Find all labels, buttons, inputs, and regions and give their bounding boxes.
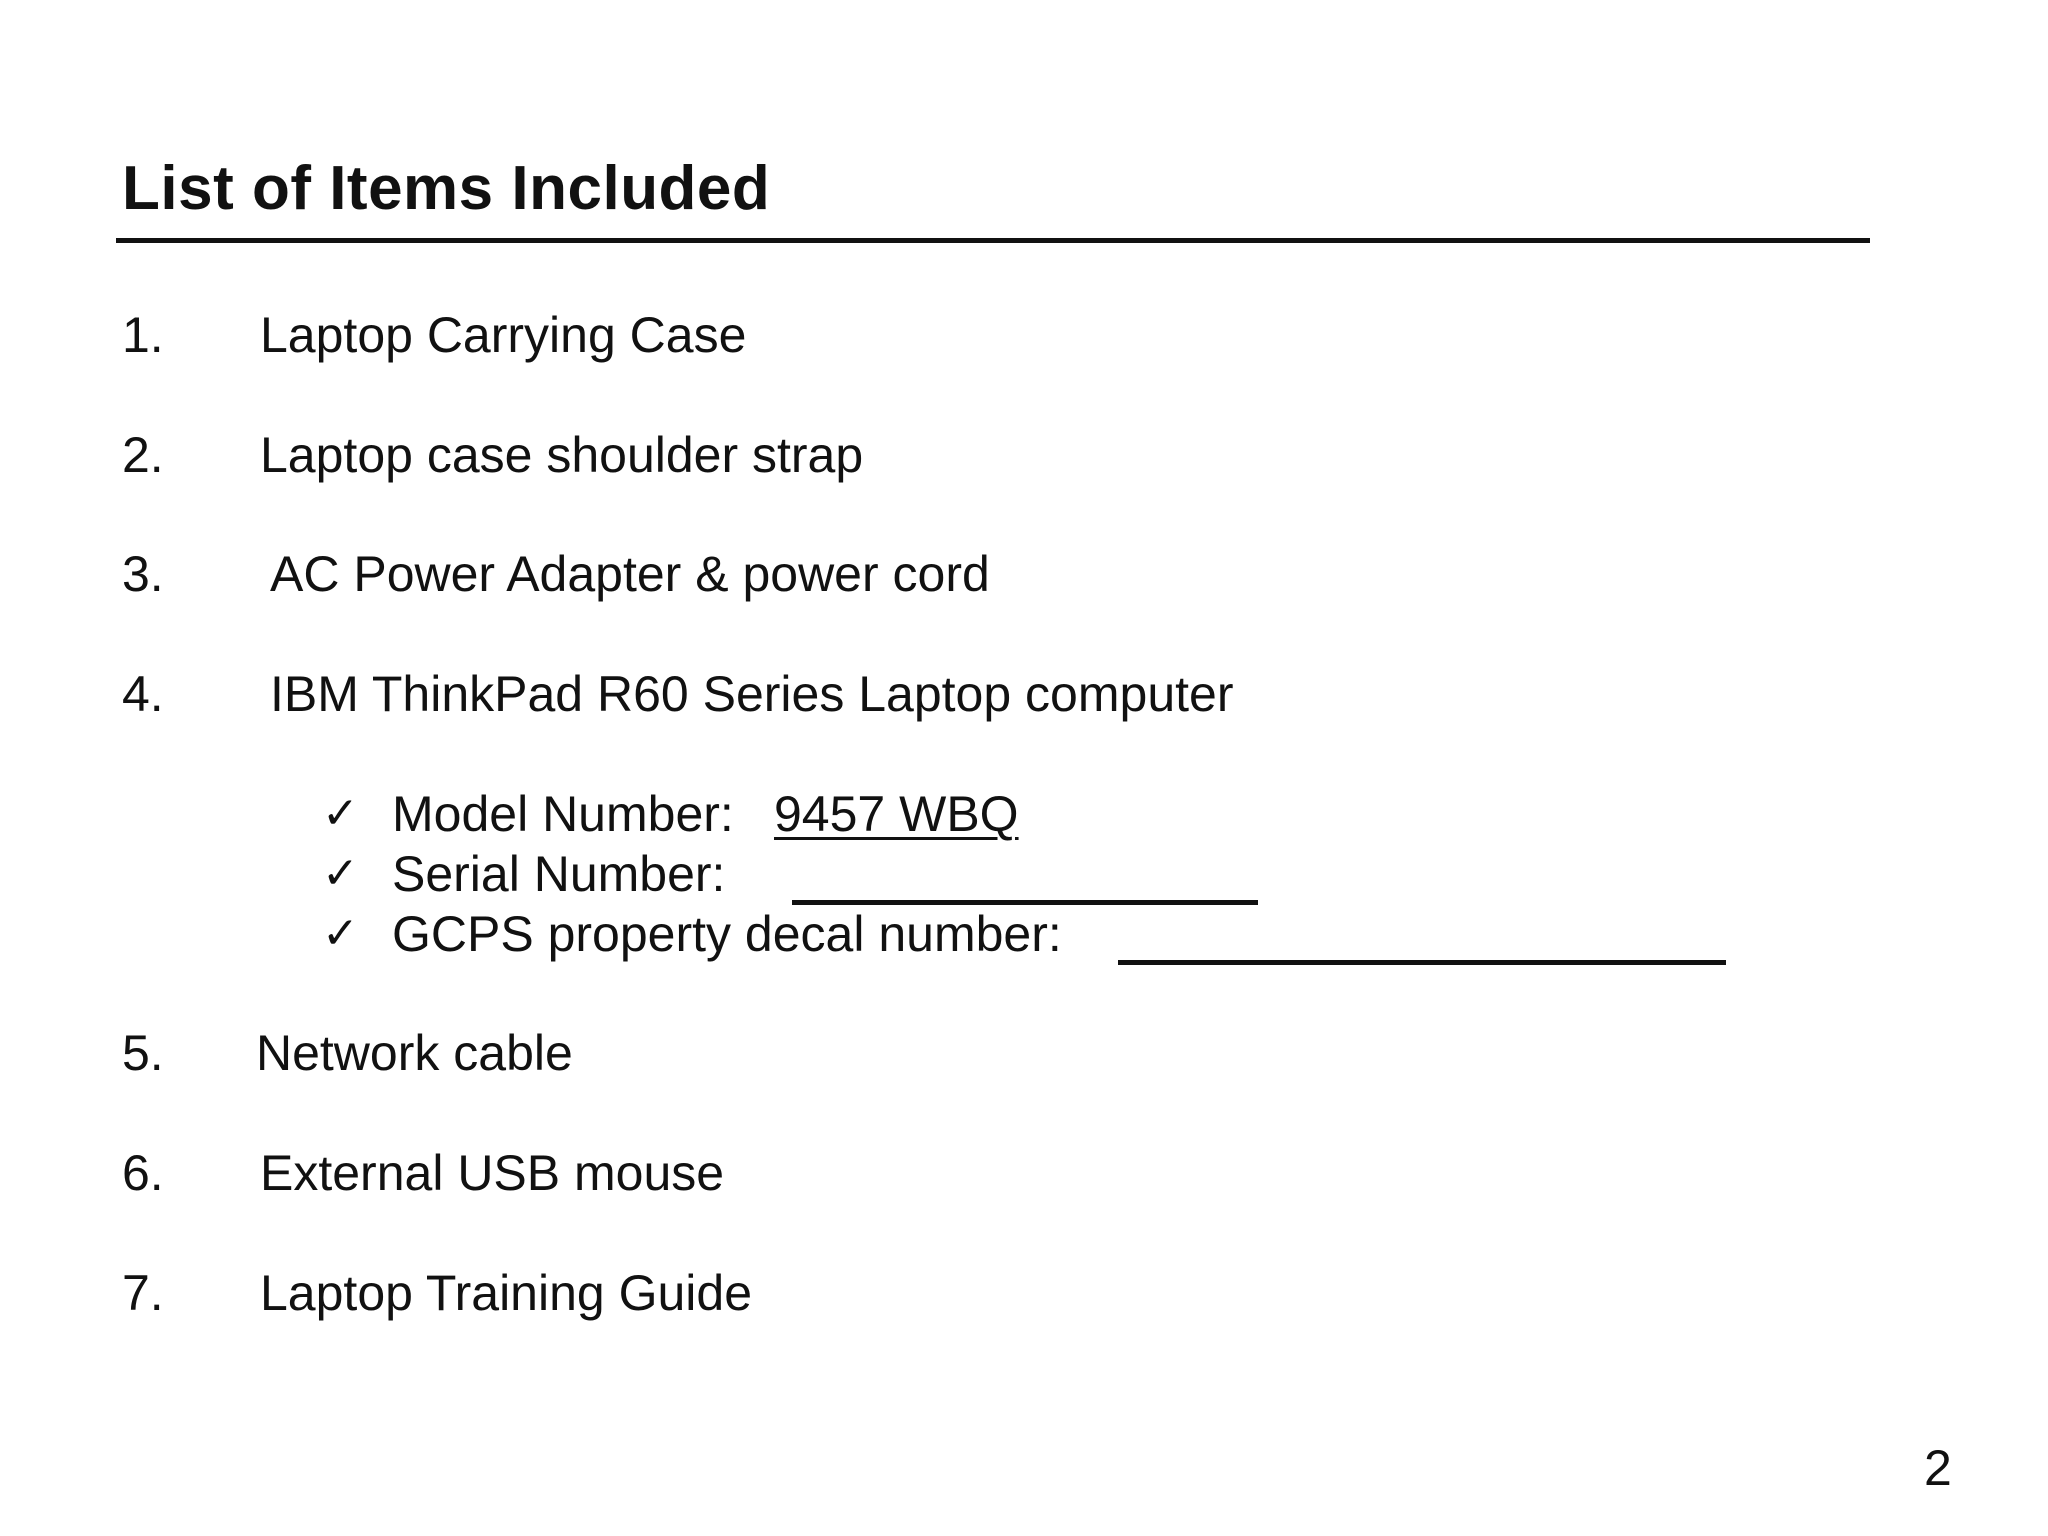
- title-underline: [116, 238, 1870, 243]
- item-number: 4.: [122, 666, 164, 722]
- decal-number-blank: [1118, 960, 1726, 965]
- detail-label: Model Number:: [392, 786, 734, 842]
- checkmark-icon: ✓: [322, 789, 359, 838]
- item-number: 6.: [122, 1145, 164, 1201]
- item-number: 1.: [122, 307, 164, 363]
- page-title: List of Items Included: [122, 154, 771, 223]
- checkmark-icon: ✓: [322, 909, 359, 958]
- checkmark-icon: ✓: [322, 849, 359, 898]
- item-number: 5.: [122, 1025, 164, 1081]
- item-label: AC Power Adapter & power cord: [270, 546, 990, 602]
- model-number-value: 9457 WBQ: [774, 786, 1019, 842]
- detail-serial-number: [392, 844, 725, 904]
- detail-label: Serial Number:: [392, 846, 726, 902]
- detail-model-number: [392, 784, 1019, 844]
- detail-decal-number: [392, 904, 1062, 964]
- item-label: Laptop Training Guide: [260, 1265, 753, 1321]
- item-label: IBM ThinkPad R60 Series Laptop computer: [270, 666, 1234, 722]
- item-label: External USB mouse: [260, 1145, 725, 1201]
- item-label: Network cable: [256, 1025, 573, 1081]
- item-number: 2.: [122, 427, 164, 483]
- page-number: 2: [1924, 1440, 1952, 1496]
- item-label: Laptop Carrying Case: [260, 307, 747, 363]
- item-number: 3.: [122, 546, 164, 602]
- item-number: 7.: [122, 1265, 164, 1321]
- detail-label: GCPS property decal number:: [392, 906, 1062, 962]
- item-label: Laptop case shoulder strap: [260, 427, 864, 483]
